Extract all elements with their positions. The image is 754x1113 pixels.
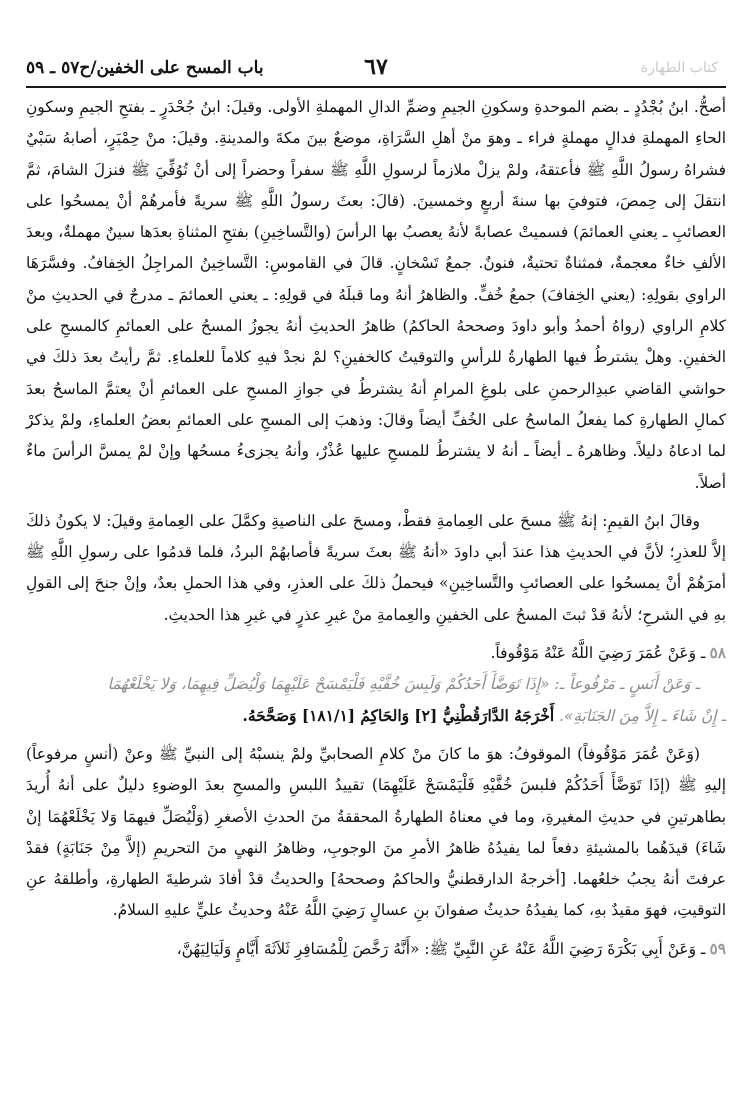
book-title: كتاب الطهارة xyxy=(640,60,718,76)
hadith-58 xyxy=(26,669,726,700)
hadith-number: ٥٨ xyxy=(709,644,726,663)
hadith-text: ـ وَعَنْ أَبِي بَكْرَةَ رَضِيَ اللَّهُ عَنْهُ عَنِ النَّبِيِّ ﷺ: «أَنَّهُ رَخَّصَ لِلْمُسَافِرِ ثَلاَثَةَ أَيَّامٍ وَلَيَالِيَهُنَّ، xyxy=(176,939,706,958)
hadith-text: ـ إِنْ شَاءَ ـ إِلاَّ مِنَ الجَنَابَةِ». xyxy=(559,706,726,725)
page-header xyxy=(26,52,726,88)
chapter-title: باب المسح على الخفين/ح٥٧ ـ ٥٩ xyxy=(26,58,264,78)
hadith-57 xyxy=(26,638,726,669)
hadith-59 xyxy=(26,934,726,965)
hadith-number: ٥٩ xyxy=(709,939,726,958)
hadith-reference: أَخْرَجَهُ الدَّارَقُطْنِيُّ [٢] وَالحَاكِمُ [١٨١/١] وَصَحَّحَهُ. xyxy=(242,706,555,725)
page-body xyxy=(26,92,726,965)
hadith-58-continuation xyxy=(26,701,726,732)
hadith-text: ـ وَعَنْ أَنَسٍ ـ مَرْفُوعاً ـ: «إِذَا تَوَضَّأَ أَحَدُكُمْ وَلَبِسَ خُفَّيْهِ فَلْيَمْسَحْ عَلَيْهِمَا وَلْيُصَلِّ فِيهِمَا، وَلا يَخْلَعْهُمَا xyxy=(107,675,700,694)
commentary-paragraph: (وَعَنْ عُمَرَ مَوْقُوفاً) الموقوفُ: هوَ ما كانَ منْ كلامِ الصحابيِّ ولمْ ينسبْهُ إلى النبيِّ ﷺ وعنْ (أنسٍ مرفوعاً) إليهِ ﷺ (إذَا تَوَضَّأَ أَحَدُكُمْ فلبسَ خُفَّيْهِ فَلْيَمْسَحْ عَلَيْهِمَا) تقييدُ اللبسِ والمسحِ بعدَ الوضوءِ دليلٌ على أنهُ أُريدَ بطاهرتينِ في حديثِ المغيرةِ، وما في معناهُ الطهارةُ المحققةُ منَ الحدثِ الأصغرِ (وَلْيُصَلِّ فيهمَا وَلا يَخْلَعْهُمَا إنْ شَاءَ) قيدَهُما بالمشيئةِ دفعاً لما يفيدُهُ ظاهرُ الأمرِ منَ الوجوبِ، وظاهرُ النهيِ منَ التحريمِ (إلاَّ مِنْ جَنَابَةٍ) فقدْ عرفتَ أنهُ يجبُ خلعُهما. [أخرجهُ الدارقطنيُّ والحاكمُ وصححهُ] والحديثُ قدْ أفادَ شرطيةَ الطهارةِ، وأطلقهُ عنِ التوقيتِ، فهوَ مقيدٌ بهِ، كما يفيدُهُ حديثُ صفوانَ بنِ عسالٍ رَضِيَ اللَّهُ عَنْهُ وحديثُ عليٍّ عليهِ السلامُ. xyxy=(26,744,726,920)
commentary-paragraph: أصحُّ. ابنُ بُجْدُدٍ ـ بضم الموحدةِ وسكونِ الجيمِ وضمِّ الدالِ المهملةِ الأولى. وقيلَ: ابنُ جُحْدَرٍ ـ بفتحِ الجيمِ وسكونِ الحاءِ المهملةِ فدالٍ مهملةٍ فراء ـ وهوَ منْ أهلِ السَّرَاةِ، موضعٌ بينَ مكةَ والمدينةِ. وقيلَ: منْ حِمْيَرٍ، أصابهُ سَبْيٌ فشراهُ رسولُ اللَّهِ ﷺ فأعتقهُ، ولمْ يزلْ ملازماً لرسولِ اللَّهِ ﷺ سفراً وحضراً إلى أنْ تُوُفِّيَ ﷺ فنزلَ الشامَ، ثمَّ انتقلَ إلى حِمصَ، فتوفيَ بها سنةَ أربعٍ وخمسينَ. (قالَ: بعثَ رسولُ اللَّهِ ﷺ سريةً فأمرهُمْ أنْ يمسحُوا على العصائبِ ـ يعني العمائمَ) فسميتْ عصابةً لأنهُ يعصبُ بها الرأسَ (والتَّساخِينِ) بفتحِ المثناةِ بعدَها سينٌ مهملةٌ، وبعدَ الألفِ خاءٌ معجمةٌ، فمثناةٌ تحتيةٌ، فنونٌ. جمعُ تَسْخانٍ. قالَ في القاموسِ: التَّساخِينُ المراجِلُ الخِفافُ. وفسَّرَهَا الراوي بقولِهِ: (يعني الخِفافَ) جمعُ خُفٍّ. والظاهرُ أنهُ وما قبلَهُ في قولِهِ: ـ يعني العمائمَ ـ مدرجٌ في الحديثِ منْ كلامِ الراوي (رواهُ أحمدُ وأبو داودَ وصححهُ الحاكمُ) ظاهرُ الحديثِ أنهُ يجوزُ المسحُ على العمائمِ كالمسحِ على الخفينِ. وهلْ يشترطُ فيها الطهارةُ للرأسِ والتوقيتُ كالخفينِ؟ لمْ نجدْ فيهِ كلاماً للعلماءِ. ثمَّ رأيتُ بعدَ ذلكَ في حواشي القاضي عبدِالرحمنِ على بلوغِ المرامِ أنهُ يشترطُ في جوازِ المسحِ على العمائمِ أنْ يعتمَّ الماسحُ بعدَ كمالِ الطهارةِ كما يفعلُ الماسحُ على الخُفِّ أيضاً وقالَ: وذهبَ إلى المسحِ على العمائمِ بعضُ العلماءِ، ولمْ يذكرْ لما ادعاهُ دليلاً. وظاهرهُ ـ أيضاً ـ أنهُ لا يشترطُ للمسحِ عليها عُذْرٌ، وأنهُ يجزىءُ مسحُها وإنْ لمْ يمسَّ الرأسَ ماءٌ أصلاً. xyxy=(26,98,726,492)
hadith-text: ـ وَعَنْ عُمَرَ رَضِيَ اللَّهُ عَنْهُ مَوْقُوفاً. xyxy=(490,644,706,663)
page-number: ٦٧ xyxy=(364,54,388,80)
commentary-paragraph: وقالَ ابنُ القيمِ: إنهُ ﷺ مسحَ على العِمامةِ فقطْ، ومسحَ على الناصيةِ وكمَّلَ على العِمامةِ وقيلَ: لا يكونُ ذلكَ إلاَّ للعذرِ؛ لأنَّ في الحديثِ هذا عندَ أبي داودَ «أنهُ ﷺ بعثَ سريةً فأصابهُمْ البردُ، فلما قدمُوا على رسولِ اللَّهِ ﷺ أمرَهُمْ أنْ يمسحُوا على العصائبِ والتَّساخِينِ» فيحملُ ذلكَ على العذرِ، وفي هذا الحملِ بعدٌ، وإنْ جنحَ إلى القولِ بهِ في الشرحِ؛ لأنهُ قدْ ثبتَ المسحُ على الخفينِ والعِمامةِ منْ غيرِ عذرٍ في غيرِ هذا الحديثِ. xyxy=(26,511,726,624)
book-page xyxy=(26,52,726,965)
